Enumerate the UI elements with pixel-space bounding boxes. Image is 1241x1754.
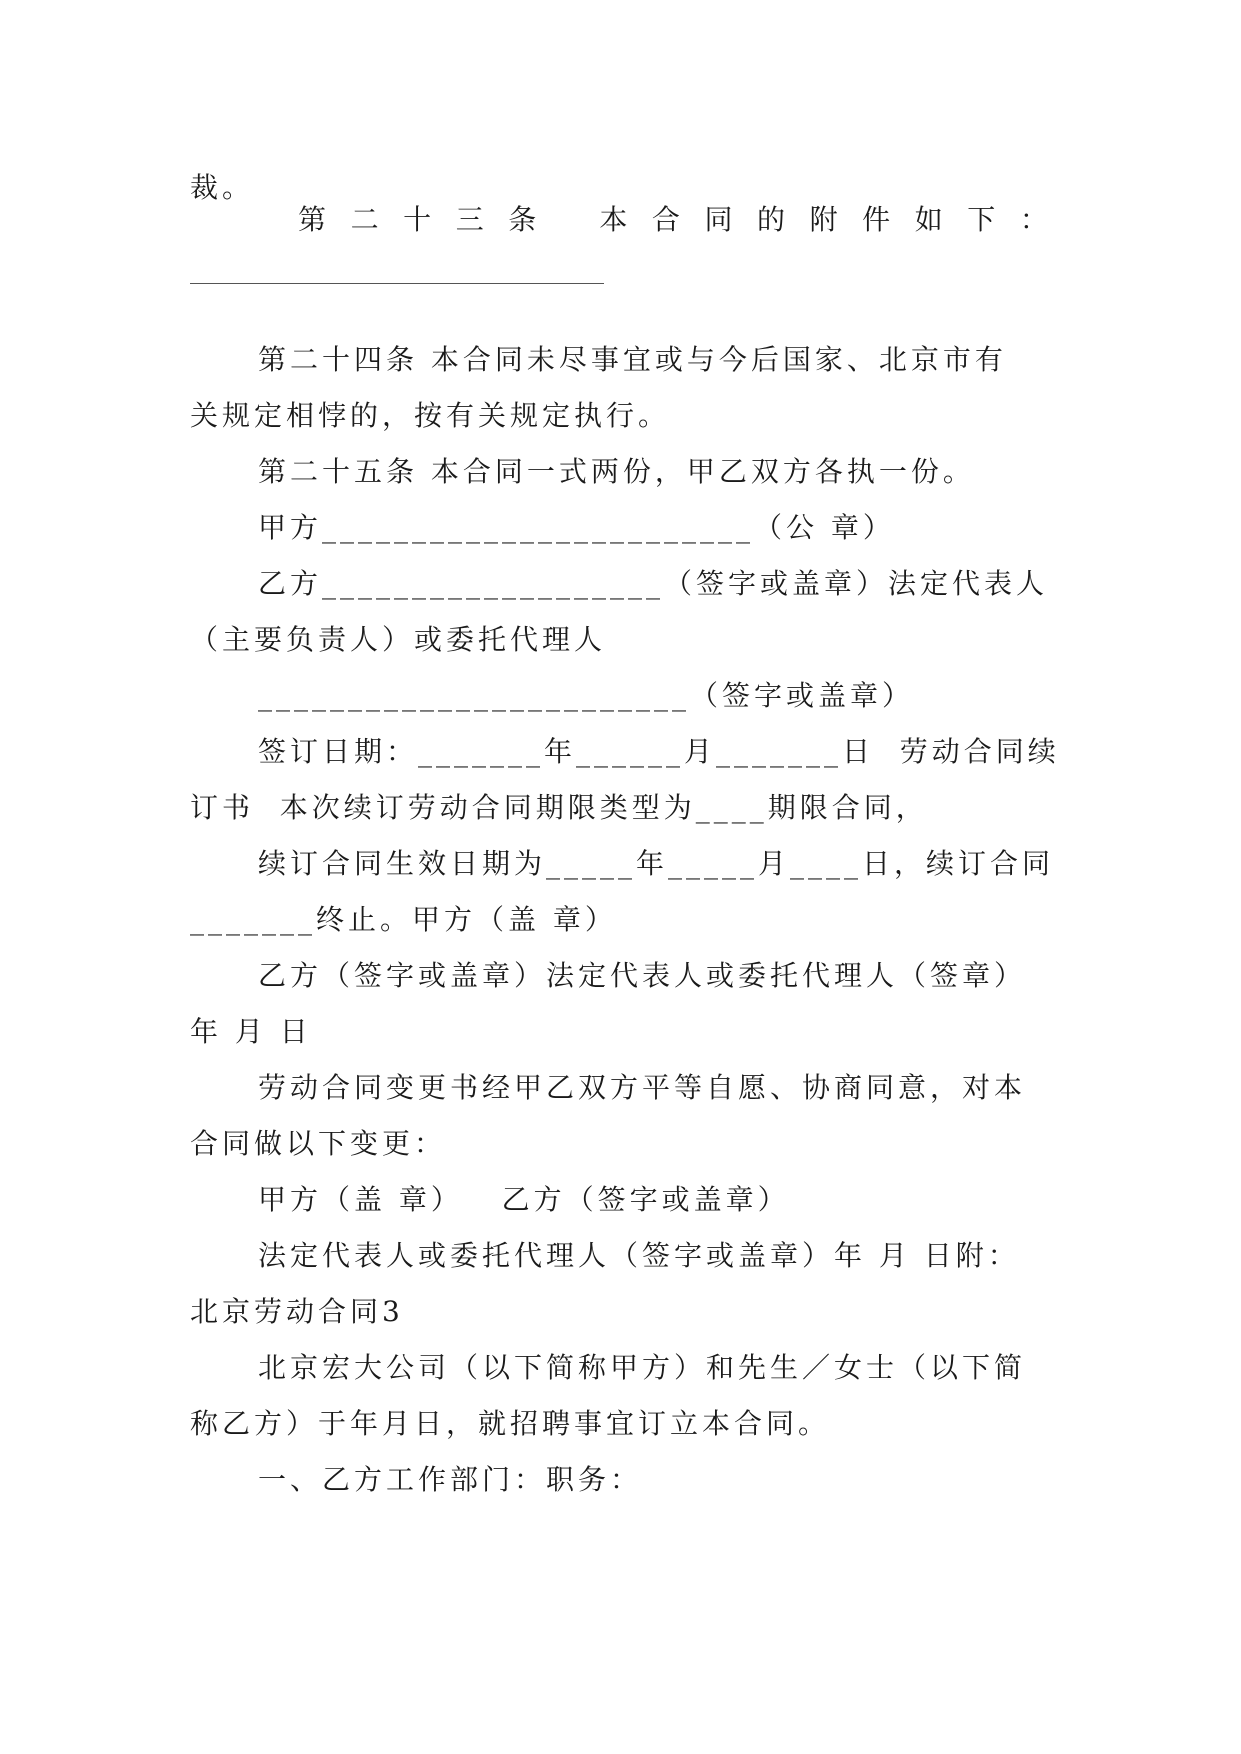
- article-23-char: [561, 200, 575, 240]
- text-line-14: 乙方（签字或盖章）法定代表人或委托代理人（签章）: [258, 959, 1027, 992]
- text-line-12: 续订合同生效日期为_____年_____月____日，续订合同: [258, 847, 1055, 880]
- text-line-22: 称乙方）于年月日，就招聘事宜订立本合同。: [190, 1407, 831, 1440]
- text-line-4: 关规定相悖的，按有关规定执行。: [190, 399, 671, 432]
- text-line-6: 甲方________________________（公 章）: [258, 511, 895, 544]
- text-line-9: ________________________（签字或盖章）: [258, 679, 915, 712]
- text-line-1: 裁。: [190, 171, 255, 204]
- article-23-char: ：: [1019, 203, 1048, 236]
- text-line-13: _______终止。甲方（盖 章）: [190, 903, 617, 936]
- article-23-char: 件: [862, 203, 891, 236]
- text-line-16: 劳动合同变更书经甲乙双方平等自愿、协商同意，对本: [258, 1071, 1027, 1104]
- document-page: [190, 0, 1060, 1754]
- article-23-char: 条: [508, 203, 537, 236]
- article-23-char: 的: [757, 203, 786, 236]
- text-line-19: 法定代表人或委托代理人（签字或盖章）年 月 日附：: [258, 1239, 1020, 1272]
- text-line-5: 第二十五条 本合同一式两份，甲乙双方各执一份。: [258, 455, 975, 488]
- article-23-char: 三: [455, 203, 484, 236]
- text-line-10: 签订日期：_______年______月_______日 劳动合同续: [258, 735, 1060, 768]
- text-line-23: 一、乙方工作部门：职务：: [258, 1463, 643, 1496]
- article-23-heading: [298, 200, 1048, 240]
- article-23-char: 合: [651, 203, 680, 236]
- text-line-18: 甲方（盖 章） 乙方（签字或盖章）: [258, 1183, 790, 1216]
- attachment-blank-line: [190, 283, 604, 284]
- text-line-7: 乙方___________________（签字或盖章）法定代表人: [258, 567, 1049, 600]
- text-line-3: 第二十四条 本合同未尽事宜或与今后国家、北京市有: [258, 343, 1007, 376]
- text-line-11: 订书 本次续订劳动合同期限类型为____期限合同，: [190, 791, 928, 824]
- article-23-char: 下: [967, 203, 996, 236]
- article-23-char: 附: [809, 203, 838, 236]
- article-23-char: 本: [599, 203, 628, 236]
- article-23-char: 二: [350, 203, 379, 236]
- text-line-20: 北京劳动合同3: [190, 1295, 404, 1328]
- text-line-8: （主要负责人）或委托代理人: [190, 623, 607, 656]
- text-line-21: 北京宏大公司（以下简称甲方）和先生／女士（以下简: [258, 1351, 1027, 1384]
- text-line-17: 合同做以下变更：: [190, 1127, 447, 1160]
- article-23-char: 十: [403, 203, 432, 236]
- article-23-char: 如: [914, 203, 943, 236]
- article-23-char: 同: [704, 203, 733, 236]
- text-line-15: 年 月 日: [190, 1015, 312, 1048]
- article-23-char: 第: [298, 203, 327, 236]
